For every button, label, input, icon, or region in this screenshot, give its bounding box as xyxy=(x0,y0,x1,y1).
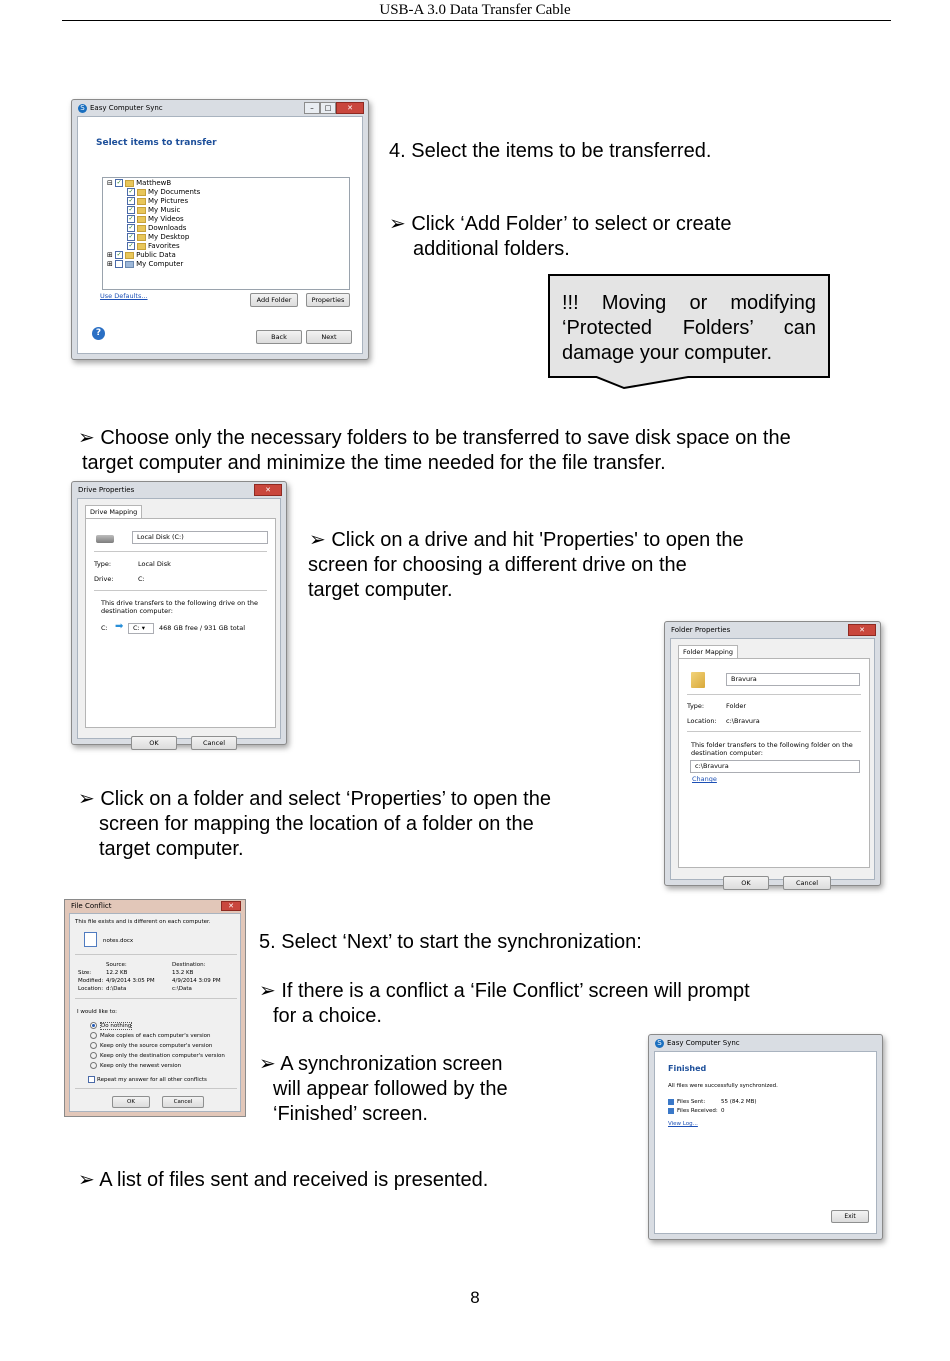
location-source: d:\Data xyxy=(106,986,127,992)
properties-button: Properties xyxy=(306,293,350,307)
help-icon: ? xyxy=(92,327,105,340)
step4-text: 4. Select the items to be transferred. xyxy=(389,140,712,162)
window-body xyxy=(77,116,363,354)
arrow-right-icon: ➡ xyxy=(115,621,124,632)
tree-item: ✓ My Desktop xyxy=(128,233,190,241)
option-keep-newest: Keep only the newest version xyxy=(90,1062,181,1069)
add-folder-text-2: additional folders. xyxy=(413,238,570,260)
modified-source: 4/9/2014 3:05 PM xyxy=(106,978,155,984)
tab-drive-mapping: Drive Mapping xyxy=(85,505,142,518)
folder-tree xyxy=(102,177,350,290)
ok-button: OK xyxy=(723,876,769,890)
sync-text-1: ➢ A synchronization screen xyxy=(259,1053,503,1075)
title-bar xyxy=(665,622,880,638)
app-icon: S xyxy=(78,104,87,113)
modified-label: Modified: xyxy=(78,978,104,984)
callout-pointer xyxy=(594,376,694,390)
window-heading: Select items to transfer xyxy=(96,138,217,148)
warning-line-1: !!! Moving or modifying xyxy=(562,292,816,314)
page-header: USB-A 3.0 Data Transfer Cable xyxy=(379,2,571,18)
type-value: Folder xyxy=(726,702,747,710)
choose-text-2: target computer and minimize the time needed for the file transfer. xyxy=(82,452,666,474)
folder-name-field: Bravura xyxy=(726,673,860,686)
step5-text: 5. Select ‘Next’ to start the synchronization: xyxy=(259,931,642,953)
dest-drive-select: C: ▾ xyxy=(128,623,154,634)
drive-text-2: screen for choosing a different drive on the xyxy=(308,554,687,576)
source-header: Source: xyxy=(106,962,127,968)
files-sent-label: Files Sent: xyxy=(677,1099,706,1105)
warning-callout xyxy=(548,274,830,378)
location-label: Location: xyxy=(687,717,717,725)
tree-item: ✓ Downloads xyxy=(128,224,187,232)
folder-text-1: ➢ Click on a folder and select ‘Properties’ to open the xyxy=(78,788,551,810)
folder-properties-screenshot xyxy=(664,621,881,886)
tree-item: ⊞ My Computer xyxy=(107,260,184,268)
add-folder-text-1: ➢ Click ‘Add Folder’ to select or create xyxy=(389,213,732,235)
use-defaults-link: Use Defaults... xyxy=(100,292,148,300)
window-body xyxy=(654,1051,877,1234)
folder-text-2: screen for mapping the location of a folder on the xyxy=(99,813,534,835)
window-controls xyxy=(221,901,241,912)
next-button: Next xyxy=(306,330,352,344)
window-title: Easy Computer Sync xyxy=(90,104,163,112)
conflict-file: notes.docx xyxy=(103,938,134,944)
files-sent-icon xyxy=(668,1099,674,1105)
size-source: 12.2 KB xyxy=(106,970,128,976)
finished-heading: Finished xyxy=(668,1064,707,1073)
files-received-value: 0 xyxy=(721,1108,725,1114)
window-controls xyxy=(254,484,282,495)
title-bar xyxy=(65,900,245,913)
window-controls xyxy=(304,102,364,113)
option-keep-source: Keep only the source computer's version xyxy=(90,1042,212,1049)
location-label: Location: xyxy=(78,986,104,992)
window-title: Easy Computer Sync xyxy=(667,1039,740,1047)
choose-text-1: ➢ Choose only the necessary folders to be transferred to save disk space on the xyxy=(78,427,791,449)
folder-icon xyxy=(691,672,705,688)
title-bar xyxy=(72,100,368,116)
conflict-message: This file exists and is different on each computer. xyxy=(75,919,211,925)
cancel-button: Cancel xyxy=(191,736,237,750)
window-body xyxy=(77,498,281,747)
drive-desc-1: This drive transfers to the following drive on the xyxy=(101,599,258,607)
type-value: Local Disk xyxy=(138,560,171,568)
app-icon: S xyxy=(655,1039,664,1048)
dest-folder-field: c:\Bravura xyxy=(690,760,860,773)
page-number: 8 xyxy=(470,1288,480,1307)
tab-panel xyxy=(85,518,276,728)
window-controls xyxy=(848,624,876,635)
tree-item: ✓ Favorites xyxy=(128,242,180,250)
drive-text-1: ➢ Click on a drive and hit 'Properties' to open the xyxy=(309,529,744,551)
conflict-prompt: I would like to: xyxy=(77,1009,118,1015)
type-label: Type: xyxy=(94,560,112,568)
tree-item: ⊞ ✓ Public Data xyxy=(107,251,176,259)
file-conflict-screenshot xyxy=(64,899,246,1117)
window-body xyxy=(69,913,241,1112)
size-destination: 13.2 KB xyxy=(172,970,194,976)
close-icon: ✕ xyxy=(336,102,364,114)
destination-header: Destination: xyxy=(172,962,206,968)
back-button: Back xyxy=(256,330,302,344)
repeat-checkbox: Repeat my answer for all other conflicts xyxy=(88,1076,207,1083)
drive-desc-2: destination computer: xyxy=(101,607,173,615)
tree-item: ✓ My Pictures xyxy=(128,197,189,205)
option-keep-destination: Keep only the destination computer's version xyxy=(90,1052,225,1059)
drive-value: C: xyxy=(138,575,145,583)
sync-text-3: ‘Finished’ screen. xyxy=(273,1103,428,1125)
window-title: Drive Properties xyxy=(78,486,135,494)
sync-text-2: will appear followed by the xyxy=(273,1078,508,1100)
files-received-label: Files Received: xyxy=(677,1108,718,1114)
ok-button: OK xyxy=(112,1096,150,1108)
folder-desc-2: destination computer: xyxy=(691,749,763,757)
drive-text-3: target computer. xyxy=(308,579,453,601)
option-make-copies: Make copies of each computer's version xyxy=(90,1032,211,1039)
warning-line-2: ‘Protected Folders’ can xyxy=(562,317,816,339)
option-do-nothing: Do nothing xyxy=(90,1022,132,1029)
drive-name-field: Local Disk (C:) xyxy=(132,531,268,544)
finished-message: All files were successfully synchronized. xyxy=(668,1083,778,1089)
view-log-link: View Log... xyxy=(668,1121,698,1127)
window-body xyxy=(670,638,875,887)
warning-line-3: damage your computer. xyxy=(562,342,773,364)
drive-icon xyxy=(96,535,114,543)
conflict-text-1: ➢ If there is a conflict a ‘File Conflict’ screen will prompt xyxy=(259,980,750,1002)
sync-window-screenshot xyxy=(71,99,369,360)
ok-button: OK xyxy=(131,736,177,750)
document-icon xyxy=(84,932,97,947)
tab-folder-mapping: Folder Mapping xyxy=(678,645,738,658)
add-folder-button: Add Folder xyxy=(250,293,298,307)
change-link: Change xyxy=(692,775,717,783)
tree-item: ✓ My Videos xyxy=(128,215,184,223)
minimize-icon: – xyxy=(304,102,320,114)
drive-properties-screenshot xyxy=(71,481,287,745)
window-title: Folder Properties xyxy=(671,626,731,634)
tree-item: ✓ My Documents xyxy=(128,188,201,196)
close-icon: ✕ xyxy=(254,484,282,496)
free-space: 468 GB free / 931 GB total xyxy=(159,624,246,632)
folder-text-3: target computer. xyxy=(99,838,244,860)
maximize-icon: □ xyxy=(320,102,336,114)
close-icon: ✕ xyxy=(221,901,241,911)
location-destination: c:\Data xyxy=(172,986,192,992)
finished-screenshot xyxy=(648,1034,883,1240)
list-text: ➢ A list of files sent and received is presented. xyxy=(78,1169,489,1191)
exit-button: Exit xyxy=(831,1210,869,1223)
conflict-text-2: for a choice. xyxy=(273,1005,382,1027)
window-title: File Conflict xyxy=(71,902,112,910)
tree-item: ✓ My Music xyxy=(128,206,181,214)
cancel-button: Cancel xyxy=(783,876,831,890)
tree-item: ⊟ ✓ MatthewB xyxy=(107,179,172,187)
drive-label: Drive: xyxy=(94,575,114,583)
title-bar xyxy=(72,482,286,498)
files-sent-value: 55 (84.2 MB) xyxy=(721,1099,757,1105)
type-label: Type: xyxy=(687,702,705,710)
folder-desc-1: This folder transfers to the following folder on the xyxy=(691,741,853,749)
close-icon: ✕ xyxy=(848,624,876,636)
size-label: Size: xyxy=(78,970,92,976)
header-rule xyxy=(62,20,891,21)
modified-destination: 4/9/2014 3:09 PM xyxy=(172,978,221,984)
location-value: c:\Bravura xyxy=(726,717,760,725)
title-bar xyxy=(649,1035,882,1051)
cancel-button: Cancel xyxy=(162,1096,204,1108)
source-drive: C: xyxy=(101,624,108,632)
files-received-icon xyxy=(668,1108,674,1114)
tab-panel xyxy=(678,658,870,868)
